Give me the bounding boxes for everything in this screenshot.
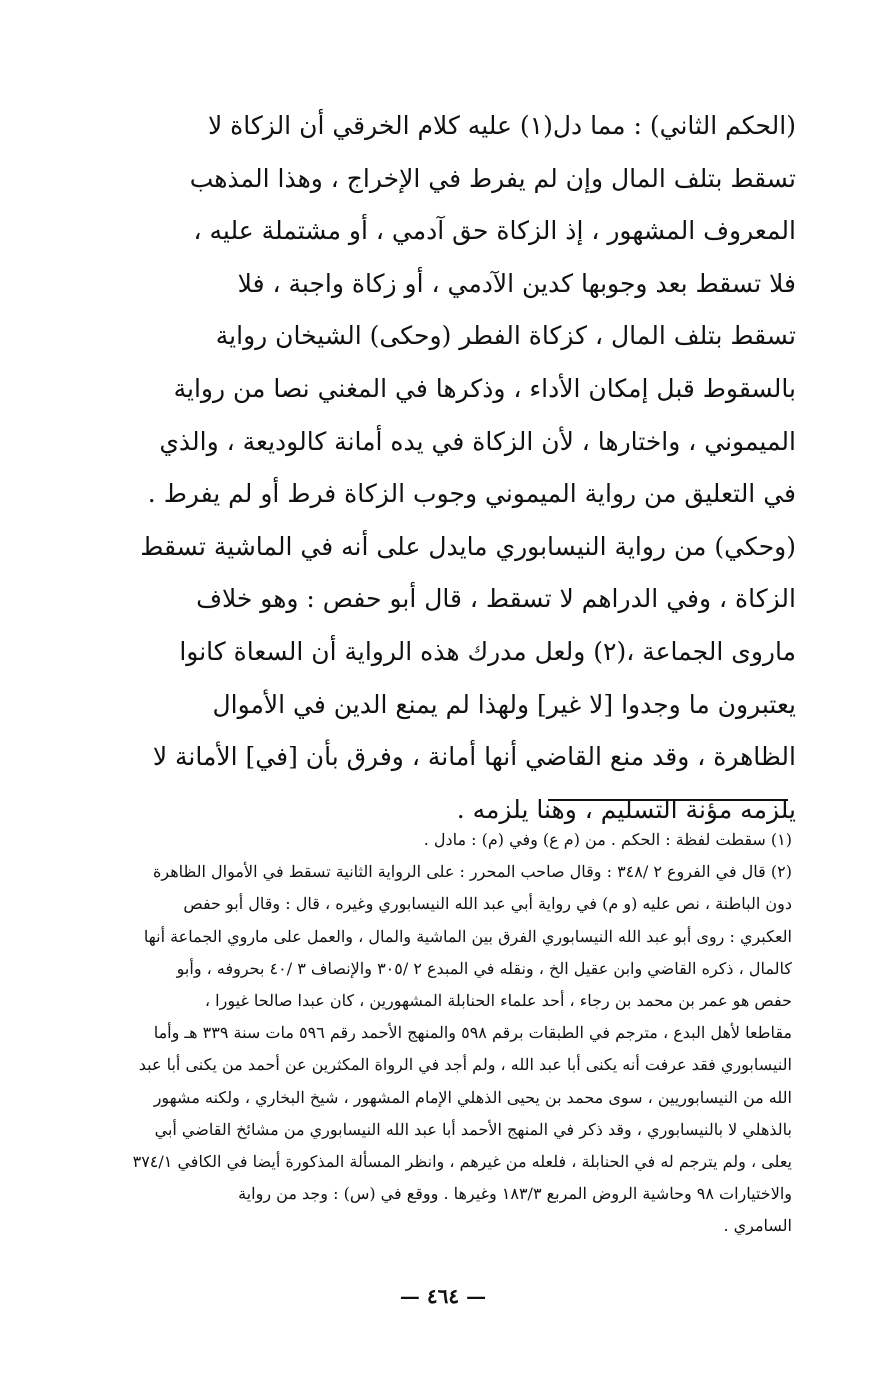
main-text-line: تسقط بتلف المال وإن لم يفرط في الإخراج ، وهذا المذهب: [189, 163, 796, 193]
footnote-line: الله من النيسابوريين ، سوى محمد بن يحيى الذهلي الإمام المشهور ، شيخ البخاري ، ولكنه مشهور: [153, 1087, 792, 1107]
main-text-line: بالسقوط قبل إمكان الأداء ، وذكرها في المغني نصا من رواية: [173, 373, 796, 403]
main-text-line: (وحكي) من رواية النيسابوري مايدل على أنه في الماشية تسقط: [140, 531, 796, 561]
footnote-line: بالذهلي لا بالنيسابوري ، وقد ذكر في المنهج الأحمد أبا عبد الله النيسابوري من مشائخ القاضي أبي: [154, 1119, 792, 1139]
footnote-line: مقاطعا لأهل البدع ، مترجم في الطبقات برقم ٥٩٨ والمنهج الأحمد رقم ٥٩٦ مات سنة ٣٣٩ هـ وأما: [153, 1023, 792, 1043]
footnote-line: (٢) قال في الفروع ٢ /٣٤٨ : وقال صاحب المحرر : على الرواية الثانية تسقط في الأموال الظاهرة: [153, 862, 792, 882]
footnote-line: يعلى ، ولم يترجم له في الحنابلة ، فلعله من غيرهم ، وانظر المسألة المذكورة أيضا في الكافي ٣٧٤/١: [132, 1152, 792, 1172]
footnote-line: النيسابوري فقد عرفت أنه يكنى أبا عبد الله ، ولم أجد في الرواة المكثرين عن أحمد من يكنى أبا عبد: [138, 1055, 792, 1075]
main-text-line: المعروف المشهور ، إذ الزكاة حق آدمي ، أو مشتملة عليه ،: [193, 216, 796, 246]
main-text-line: الظاهرة ، وقد منع القاضي أنها أمانة ، وفرق بأن [في] الأمانة لا: [152, 742, 796, 772]
main-text-line: فلا تسقط بعد وجوبها كدين الآدمي ، أو زكاة واجبة ، فلا: [237, 268, 796, 298]
page-number: — ٤٦٤ —: [399, 1284, 487, 1308]
footnote-separator: [548, 799, 788, 801]
main-text-line: يلزمه مؤنة التسليم ، وهنا يلزمه .: [456, 794, 796, 824]
main-text: [96, 100, 796, 836]
footnote-line: حفص هو عمر بن محمد بن رجاء ، أحد علماء الحنابلة المشهورين ، كان عبدا صالحا غيورا ،: [204, 991, 792, 1011]
main-text-line: الزكاة ، وفي الدراهم لا تسقط ، قال أبو حفص : وهو خلاف: [196, 584, 796, 614]
footnote-line: العكبري : روى أبو عبد الله النيسابوري الفرق بين الماشية والمال ، والعمل على ماروي الجماعة أنها: [143, 926, 792, 946]
footnotes: [100, 824, 792, 1243]
main-text-line: تسقط بتلف المال ، كزكاة الفطر (وحكى) الشيخان رواية: [215, 321, 796, 351]
footnote-line: والاختيارات ٩٨ وحاشية الروض المربع ١٨٣/٣ وغيرها . ووقع في (س) : وجد من رواية: [238, 1184, 792, 1204]
footnote-line: السامري .: [723, 1216, 792, 1236]
main-text-line: الميموني ، واختارها ، لأن الزكاة في يده أمانة كالوديعة ، والذي: [159, 426, 796, 456]
footnote-line: كالمال ، ذكره القاضي وابن عقيل الخ ، ونقله في المبدع ٢ /٣٠٥ والإنصاف ٣ /٤٠ بحروفه ، وأبو: [176, 958, 792, 978]
main-text-line: يعتبرون ما وجدوا [لا غير] ولهذا لم يمنع الدين في الأموال: [212, 689, 796, 719]
footnote-line: دون الباطنة ، نص عليه (و م) في رواية أبي عبد الله النيسابوري وغيره ، قال : وقال أبو حفص: [183, 894, 792, 914]
footnote-line: (١) سقطت لفظة : الحكم . من (م ع) وفي (م) : مادل .: [423, 830, 792, 849]
main-text-line: في التعليق من رواية الميموني وجوب الزكاة فرط أو لم يفرط .: [147, 479, 796, 509]
main-text-line: ماروى الجماعة ،(٢) ولعل مدرك هذه الرواية أن السعاة كانوا: [179, 636, 796, 666]
main-text-line: (الحكم الثاني) : مما دل(١) عليه كلام الخرقي أن الزكاة لا: [207, 111, 796, 140]
